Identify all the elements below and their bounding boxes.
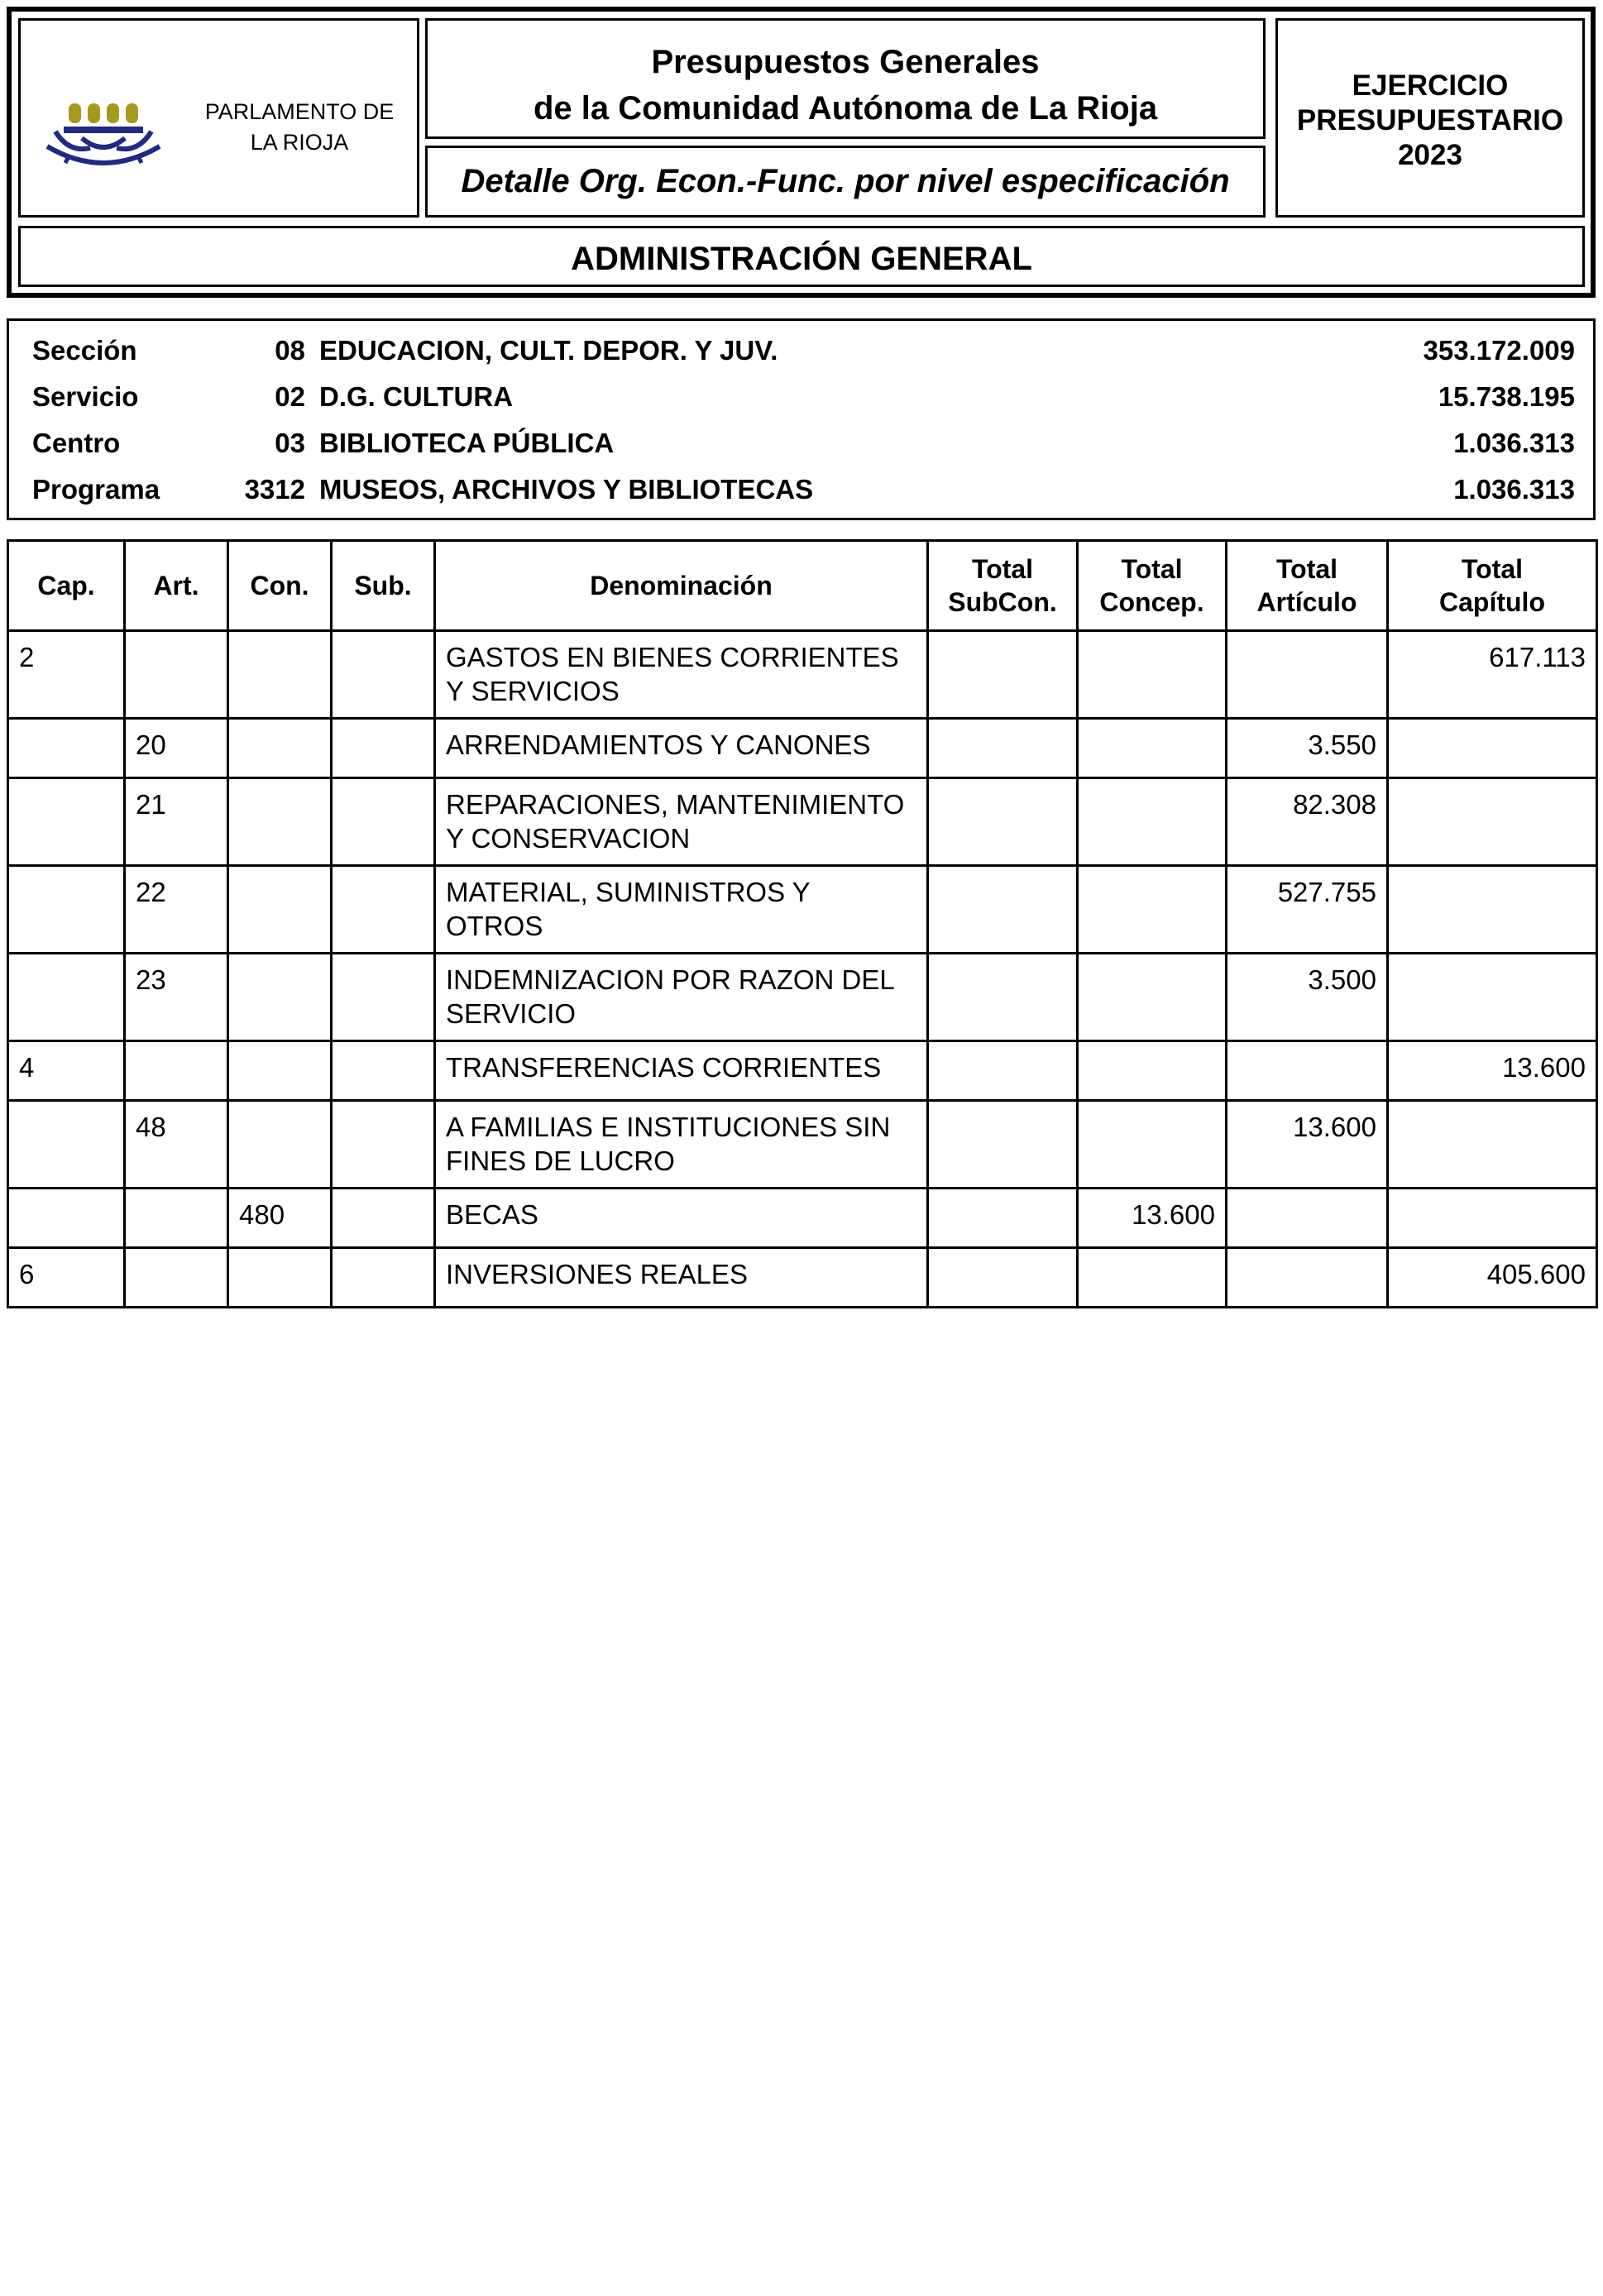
denominacion-line: TRANSFERENCIAS CORRIENTES [446,1052,882,1083]
cell-art: 23 [125,954,228,1041]
denominacion-line: SERVICIO [446,998,577,1029]
cell-con [228,1101,332,1189]
header-denominacion: Denominación [435,541,928,631]
denominacion-line: FINES DE LUCRO [446,1146,675,1176]
administration-title: ADMINISTRACIÓN GENERAL [571,241,1032,277]
cell-total-articulo [1227,1248,1388,1308]
cell-denominacion [435,719,928,778]
header-total-articulo [1227,541,1388,631]
cell-total-capitulo: 405.600 [1388,1248,1597,1308]
denominacion-line: ARRENDAMIENTOS Y CANONES [446,729,871,760]
cell-cap [8,866,125,954]
cell-con [228,954,332,1041]
table-row [8,778,1597,866]
table-row [8,954,1597,1041]
cell-total-subcon [928,866,1078,954]
logo-box [18,18,419,218]
cell-total-capitulo [1388,1101,1597,1189]
cell-denominacion [435,1101,928,1189]
header-total-concep [1078,541,1227,631]
cell-total-concep [1078,954,1227,1041]
title-box [425,18,1266,139]
classification-row-servicio [9,374,1593,420]
budget-table [7,539,1598,1308]
denominacion-line: A FAMILIAS E INSTITUCIONES SIN [446,1112,891,1142]
cell-cap: 4 [8,1041,125,1101]
header-line: Artículo [1256,587,1357,617]
cell-sub [332,954,435,1041]
classification-row-centro [9,420,1593,466]
classification-label: Servicio [32,381,139,412]
logo-text-line1: PARLAMENTO DE [204,99,395,124]
cell-total-articulo: 82.308 [1227,778,1388,866]
cell-total-concep [1078,1248,1227,1308]
classification-label: Programa [32,474,160,505]
cell-total-subcon [928,1101,1078,1189]
table-row [8,866,1597,954]
cell-total-articulo: 13.600 [1227,1101,1388,1189]
cell-total-concep [1078,778,1227,866]
table-row [8,719,1597,778]
title-line2: de la Comunidad Autónoma de La Rioja [533,90,1158,127]
cell-sub [332,631,435,719]
header-line: Capítulo [1439,587,1545,617]
cell-sub [332,1189,435,1248]
denominacion-line: OTROS [446,911,543,941]
denominacion-line: INDEMNIZACION POR RAZON DEL [446,964,895,995]
cell-con: 480 [228,1189,332,1248]
cell-cap: 6 [8,1248,125,1308]
cell-total-articulo [1227,1189,1388,1248]
denominacion-line: GASTOS EN BIENES CORRIENTES [446,642,899,672]
title-line1: Presupuestos Generales [651,44,1040,80]
classification-description: MUSEOS, ARCHIVOS Y BIBLIOTECAS [319,474,814,505]
cell-total-articulo: 3.500 [1227,954,1388,1041]
denominacion-line: Y CONSERVACION [446,823,691,854]
table-row [8,631,1597,719]
cell-cap [8,1101,125,1189]
header-sub: Sub. [332,541,435,631]
cell-con [228,1041,332,1101]
cell-art [125,1041,228,1101]
classification-code: 3312 [244,474,305,505]
classification-code: 08 [275,335,305,366]
cell-total-subcon [928,954,1078,1041]
table-header-row [8,541,1597,631]
cell-total-capitulo [1388,866,1597,954]
cell-total-capitulo [1388,778,1597,866]
admin-box [18,226,1585,287]
cell-cap: 2 [8,631,125,719]
cell-art: 20 [125,719,228,778]
parliament-logo-icon [36,77,184,170]
classification-description: BIBLIOTECA PÚBLICA [319,428,615,458]
header-line: Total [1121,554,1183,584]
cell-art: 48 [125,1101,228,1189]
classification-label: Centro [32,428,121,458]
denominacion-line: REPARACIONES, MANTENIMIENTO [446,789,905,820]
table-row [8,1248,1597,1308]
cell-total-capitulo [1388,719,1597,778]
cell-denominacion [435,778,928,866]
header-art: Art. [125,541,228,631]
cell-denominacion [435,631,928,719]
table-row [8,1189,1597,1248]
classification-description: D.G. CULTURA [319,381,514,412]
classification-amount: 1.036.313 [1453,428,1575,458]
cell-total-subcon [928,1248,1078,1308]
cell-total-articulo: 3.550 [1227,719,1388,778]
cell-total-concep [1078,1041,1227,1101]
classification-amount: 1.036.313 [1453,474,1575,505]
cell-total-capitulo [1388,954,1597,1041]
cell-cap [8,719,125,778]
header-line: Total [1275,554,1338,584]
logo-text [188,97,411,158]
logo-text-line2: LA RIOJA [250,130,349,155]
cell-total-capitulo: 13.600 [1388,1041,1597,1101]
cell-total-subcon [928,778,1078,866]
header-line: SubCon. [948,587,1057,617]
cell-art: 21 [125,778,228,866]
cell-sub [332,1041,435,1101]
classification-code: 02 [275,381,305,412]
cell-total-subcon [928,1041,1078,1101]
classification-row-seccion [9,328,1593,374]
cell-con [228,631,332,719]
classification-amount: 15.738.195 [1438,381,1575,412]
cell-denominacion [435,954,928,1041]
cell-con [228,719,332,778]
cell-total-articulo [1227,631,1388,719]
cell-art [125,1248,228,1308]
header-line: Total [971,554,1034,584]
cell-sub [332,719,435,778]
header-line: Concep. [1099,587,1204,617]
table-body [8,631,1597,1308]
cell-cap [8,778,125,866]
cell-sub [332,1248,435,1308]
year-line3: 2023 [1398,139,1462,171]
cell-denominacion [435,866,928,954]
cell-sub [332,778,435,866]
classification-amount: 353.172.009 [1423,335,1575,366]
cell-total-subcon [928,719,1078,778]
cell-art [125,1189,228,1248]
cell-total-concep [1078,866,1227,954]
header-total-subcon [928,541,1078,631]
classification-description: EDUCACION, CULT. DEPOR. Y JUV. [319,335,778,366]
classification-code: 03 [275,428,305,458]
cell-denominacion [435,1041,928,1101]
header-line: Total [1461,554,1524,584]
year-line2: PRESUPUESTARIO [1296,104,1564,136]
denominacion-line: INVERSIONES REALES [446,1259,748,1289]
cell-con [228,778,332,866]
cell-cap [8,954,125,1041]
cell-total-subcon [928,1189,1078,1248]
header-con: Con. [228,541,332,631]
cell-con [228,866,332,954]
document-subtitle: Detalle Org. Econ.-Func. por nivel especificación [461,163,1230,199]
cell-total-articulo: 527.755 [1227,866,1388,954]
cell-denominacion [435,1248,928,1308]
cell-total-concep [1078,631,1227,719]
denominacion-line: BECAS [446,1199,538,1230]
document-title [428,39,1263,132]
table-row [8,1101,1597,1189]
cell-total-subcon [928,631,1078,719]
cell-total-articulo [1227,1041,1388,1101]
header-cap: Cap. [8,541,125,631]
denominacion-line: Y SERVICIOS [446,676,620,706]
cell-total-concep [1078,719,1227,778]
cell-con [228,1248,332,1308]
year-box [1275,18,1585,218]
cell-cap [8,1189,125,1248]
cell-art: 22 [125,866,228,954]
year-line1: EJERCICIO [1352,69,1509,102]
subtitle-box [425,146,1266,218]
cell-total-concep [1078,1101,1227,1189]
cell-sub [332,1101,435,1189]
cell-sub [332,866,435,954]
cell-art [125,631,228,719]
fiscal-year [1278,69,1582,173]
classification-label: Sección [32,335,137,366]
cell-denominacion [435,1189,928,1248]
denominacion-line: MATERIAL, SUMINISTROS Y [446,877,811,907]
table-row [8,1041,1597,1101]
cell-total-capitulo [1388,1189,1597,1248]
cell-total-concep: 13.600 [1078,1189,1227,1248]
classification-block [7,318,1596,520]
classification-row-programa [9,466,1593,513]
cell-total-capitulo: 617.113 [1388,631,1597,719]
header-total-capitulo [1388,541,1597,631]
